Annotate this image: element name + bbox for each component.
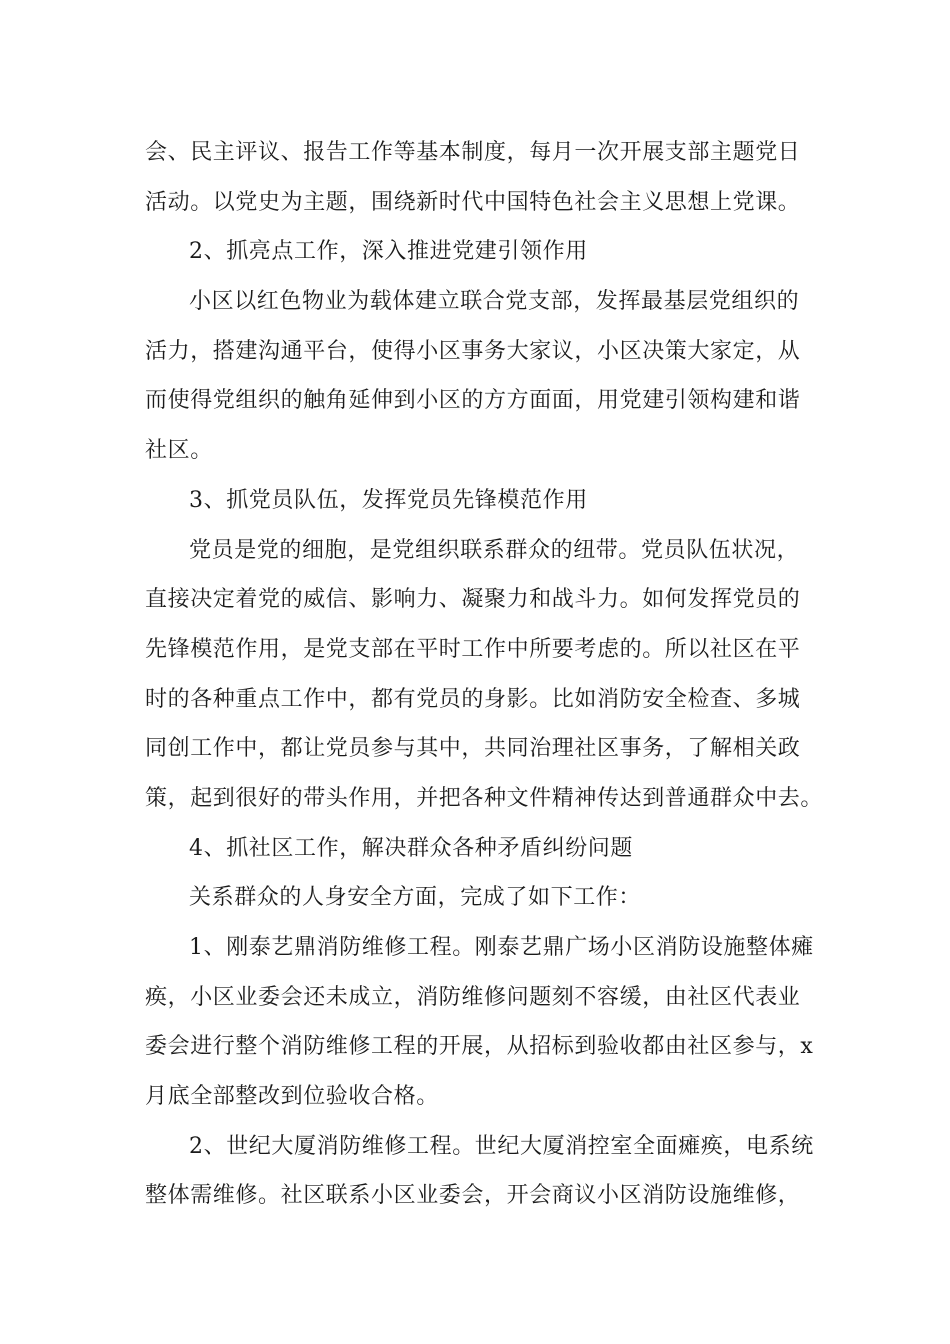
text-line: 活动。以党史为主题，围绕新时代中国特色社会主义思想上党课。 (145, 189, 801, 215)
text-line: 整体需维修。社区联系小区业委会，开会商议小区消防设施维修， (145, 1183, 801, 1209)
text-line: 3、抓党员队伍，发挥党员先锋模范作用 (189, 487, 588, 513)
text-line: 小区以红色物业为载体建立联合党支部，发挥最基层党组织的 (189, 289, 800, 315)
text-line: 直接决定着党的威信、影响力、凝聚力和战斗力。如何发挥党员的 (145, 587, 801, 613)
text-line: 而使得党组织的触角延伸到小区的方方面面，用党建引领构建和谐 (145, 388, 801, 414)
text-line: 会、民主评议、报告工作等基本制度，每月一次开展支部主题党日 (145, 140, 801, 165)
text-line: 痪，小区业委会还未成立，消防维修问题刻不容缓，由社区代表业 (145, 984, 801, 1010)
text-line: 1、刚泰艺鼎消防维修工程。刚泰艺鼎广场小区消防设施整体瘫 (189, 935, 814, 960)
text-line: 关系群众的人身安全方面，完成了如下工作： (189, 885, 642, 911)
text-line: 月底全部整改到位验收合格。 (145, 1084, 439, 1110)
text-line: 社区。 (145, 438, 213, 464)
text-line: 委会进行整个消防维修工程的开展，从招标到验收都由社区参与，x (145, 1034, 814, 1060)
text-line: 先锋模范作用，是党支部在平时工作中所要考虑的。所以社区在平 (145, 636, 801, 662)
text-line: 党员是党的细胞，是党组织联系群众的纽带。党员队伍状况， (189, 537, 800, 563)
text-line: 活力，搭建沟通平台，使得小区事务大家议，小区决策大家定，从 (145, 338, 801, 364)
text-line: 策，起到很好的带头作用，并把各种文件精神传达到普通群众中去。 (145, 785, 824, 811)
text-line: 同创工作中，都让党员参与其中，共同治理社区事务，了解相关政 (145, 736, 801, 762)
document-body (145, 128, 824, 1221)
text-line: 2、抓亮点工作，深入推进党建引领作用 (189, 239, 588, 265)
text-line: 时的各种重点工作中，都有党员的身影。比如消防安全检查、多城 (145, 686, 801, 712)
text-line: 4、抓社区工作，解决群众各种矛盾纠纷问题 (189, 835, 633, 861)
text-line: 2、世纪大厦消防维修工程。世纪大厦消控室全面瘫痪，电系统 (189, 1133, 814, 1159)
